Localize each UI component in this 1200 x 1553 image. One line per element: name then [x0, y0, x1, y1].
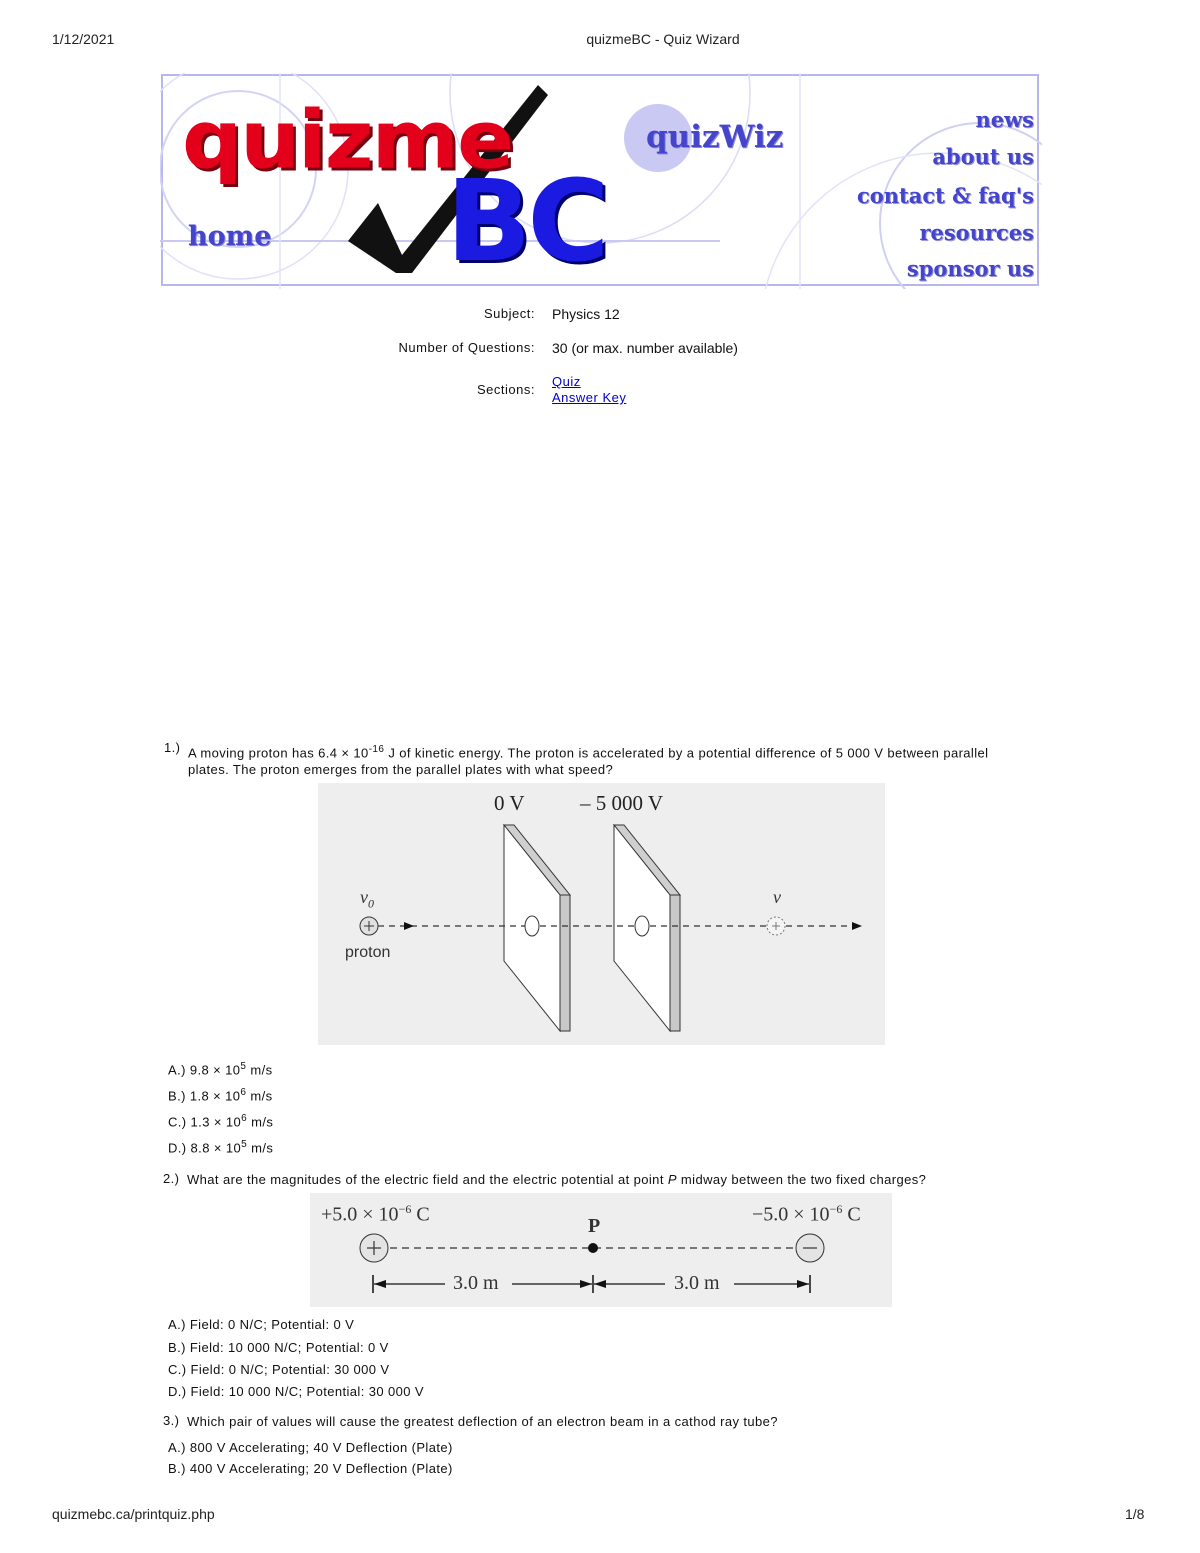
q1-option-d-letter: D.)	[168, 1140, 187, 1156]
q1-option-d[interactable]	[168, 1139, 273, 1155]
q1-option-d-exp: 5	[241, 1139, 248, 1150]
num-questions-label: Number of Questions:	[398, 340, 535, 355]
logo-quizme: quizme	[182, 93, 513, 187]
nav-about-us[interactable]: about us	[932, 144, 1034, 169]
question-1-text-a: A moving proton has 6.4 × 10	[188, 745, 369, 761]
q1-option-b[interactable]	[168, 1087, 273, 1103]
q1-option-a[interactable]	[168, 1061, 273, 1077]
right-charge-label	[752, 1202, 861, 1227]
q3-option-b-text: 400 V Accelerating; 20 V Deflection (Plate)	[189, 1461, 453, 1476]
q3-option-a-text: 800 V Accelerating; 40 V Deflection (Plate)	[189, 1440, 453, 1455]
q1-option-a-unit: m/s	[246, 1062, 273, 1078]
nav-home[interactable]: home	[188, 221, 272, 252]
question-1-text-b: J of kinetic energy. The proton is accelerated by a potential difference of 5 000 V between parallel	[384, 745, 989, 761]
q1-option-a-mantissa: 9.8 × 10	[189, 1062, 241, 1078]
q1-option-b-exp: 6	[240, 1087, 247, 1098]
q1-option-b-letter: B.)	[168, 1088, 186, 1104]
q2-option-c-letter: C.)	[168, 1362, 187, 1377]
nav-news[interactable]: news	[975, 107, 1034, 132]
v0-symbol: v	[360, 887, 368, 907]
q2-option-c[interactable]	[168, 1362, 389, 1377]
question-2-text-a: What are the magnitudes of the electric field and the electric potential at point	[187, 1172, 668, 1187]
question-3-number: 3.)	[163, 1413, 180, 1428]
q2-option-a-letter: A.)	[168, 1317, 186, 1332]
right-charge-unit: C	[842, 1203, 861, 1226]
question-1-number: 1.)	[164, 740, 181, 755]
proton-label: proton	[345, 944, 391, 961]
q1-option-b-unit: m/s	[246, 1088, 273, 1104]
final-velocity-label: v	[773, 887, 781, 907]
q2-option-d-letter: D.)	[168, 1384, 187, 1399]
q1-option-c-mantissa: 1.3 × 10	[190, 1114, 242, 1130]
q1-option-c-unit: m/s	[247, 1114, 274, 1130]
q1-option-a-letter: A.)	[168, 1062, 186, 1078]
q1-option-d-mantissa: 8.8 × 10	[190, 1140, 242, 1156]
left-charge-exp: −6	[398, 1202, 412, 1216]
q1-option-c[interactable]	[168, 1113, 273, 1129]
question-2-point-symbol: P	[667, 1172, 677, 1187]
q2-option-b-letter: B.)	[168, 1340, 186, 1355]
subject-label: Subject:	[484, 306, 535, 321]
q3-option-a[interactable]	[168, 1440, 453, 1455]
plate-1-voltage: 0 V	[494, 791, 525, 815]
question-2-text-b: midway between the two fixed charges?	[676, 1172, 927, 1187]
print-url: quizmebc.ca/printquiz.php	[52, 1506, 215, 1522]
question-2-number: 2.)	[163, 1171, 180, 1186]
q2-option-d-text: Field: 10 000 N/C; Potential: 30 000 V	[190, 1384, 424, 1399]
q2-option-d[interactable]	[168, 1384, 424, 1399]
q1-option-d-unit: m/s	[247, 1140, 274, 1156]
q1-option-c-letter: C.)	[168, 1114, 187, 1130]
print-title: quizmeBC - Quiz Wizard	[586, 31, 740, 47]
num-questions-value: 30 (or max. number available)	[552, 340, 738, 356]
q1-option-a-exp: 5	[240, 1061, 247, 1072]
q2-option-a-text: Field: 0 N/C; Potential: 0 V	[189, 1317, 355, 1332]
question-1-text	[188, 741, 1048, 778]
subject-value: Physics 12	[552, 306, 620, 322]
print-page-number: 1/8	[1125, 1506, 1145, 1522]
distance-left-label: 3.0 m	[453, 1272, 499, 1294]
sections-label: Sections:	[477, 382, 535, 397]
point-p-label: P	[588, 1215, 601, 1237]
left-charge-unit: C	[411, 1203, 430, 1226]
section-link-quiz[interactable]: Quiz	[552, 374, 581, 389]
nav-sponsor-us[interactable]: sponsor us	[906, 256, 1034, 281]
distance-right-label: 3.0 m	[674, 1272, 720, 1294]
question-2-figure	[310, 1193, 892, 1307]
q1-option-c-exp: 6	[241, 1113, 248, 1124]
quizwiz-logo: quizWiz	[646, 119, 784, 155]
print-date: 1/12/2021	[52, 31, 115, 47]
right-charge-mantissa: −5.0 × 10	[752, 1203, 830, 1226]
site-banner	[160, 73, 1042, 289]
section-link-answer-key[interactable]: Answer Key	[552, 390, 627, 405]
left-charge-label	[321, 1202, 430, 1227]
question-1-exponent: -16	[368, 744, 385, 755]
right-charge-exp: −6	[829, 1202, 843, 1216]
q3-option-b[interactable]	[168, 1461, 453, 1476]
question-2-text	[187, 1171, 1047, 1188]
nav-resources[interactable]: resources	[919, 220, 1034, 245]
q2-option-b[interactable]	[168, 1340, 389, 1355]
q3-option-b-letter: B.)	[168, 1461, 186, 1476]
plate-2-voltage: – 5 000 V	[580, 791, 664, 815]
v0-subscript: 0	[368, 896, 374, 911]
q2-option-c-text: Field: 0 N/C; Potential: 30 000 V	[190, 1362, 390, 1377]
q3-option-a-letter: A.)	[168, 1440, 186, 1455]
q2-option-a[interactable]	[168, 1317, 354, 1332]
left-charge-mantissa: +5.0 × 10	[321, 1203, 399, 1226]
nav-contact-faqs[interactable]: contact & faq's	[856, 183, 1034, 208]
q2-option-b-text: Field: 10 000 N/C; Potential: 0 V	[189, 1340, 389, 1355]
question-1-text-line2: plates. The proton emerges from the parallel plates with what speed?	[188, 762, 614, 778]
logo-bc: BC	[446, 157, 606, 287]
q1-option-b-mantissa: 1.8 × 10	[189, 1088, 241, 1104]
parallel-plates-diagram	[318, 783, 885, 1045]
question-3-text: Which pair of values will cause the greatest deflection of an electron beam in a cathod ray tube?	[187, 1414, 778, 1429]
initial-velocity-label	[360, 887, 374, 912]
question-1-figure	[318, 783, 885, 1045]
